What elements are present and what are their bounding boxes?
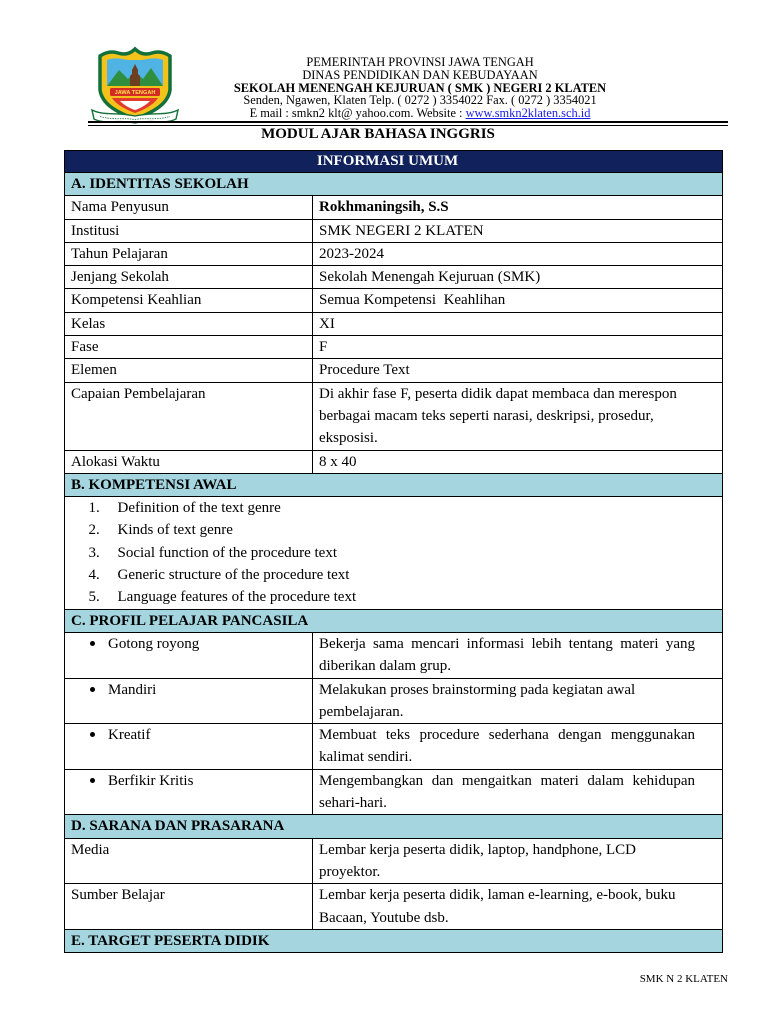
kompetensi-awal-list: [65, 497, 723, 609]
field-label: Capaian Pembelajaran: [65, 382, 313, 450]
list-item-text: Generic structure of the procedure text: [117, 567, 350, 584]
section-heading-profil-pancasila: C. PROFIL PELAJAR PANCASILA: [65, 609, 723, 632]
field-label: Nama Penyusun: [65, 196, 313, 219]
list-item-number: 3.: [88, 544, 100, 561]
profil-description: Mengembangkan dan mengaitkan materi dalam kehidupan sehari-hari.: [313, 769, 723, 815]
list-item-text: Social function of the procedure text: [117, 544, 338, 561]
profil-description: Membuat teks procedure sederhana dengan menggunakan kalimat sendiri.: [313, 724, 723, 770]
general-info-table: [64, 150, 723, 953]
table-row: [65, 838, 723, 884]
field-value: 8 x 40: [313, 450, 723, 473]
profil-description: Melakukan proses brainstorming pada kegiatan awal pembelajaran.: [313, 678, 723, 724]
list-item: [71, 542, 716, 564]
section-row: [65, 473, 723, 496]
field-value: F: [313, 336, 723, 359]
field-label: Tahun Pelajaran: [65, 242, 313, 265]
table-row: [65, 196, 723, 219]
profil-label-cell: [65, 632, 313, 678]
bullet-icon: [90, 732, 95, 737]
letterhead-department: DINAS PENDIDIKAN DAN KEBUDAYAAN: [302, 67, 538, 82]
list-item-text: Language features of the procedure text: [117, 589, 357, 606]
table-row: [65, 769, 723, 815]
field-value: Sekolah Menengah Kejuruan (SMK): [313, 266, 723, 289]
table-row: [65, 450, 723, 473]
field-value: SMK NEGERI 2 KLATEN: [313, 219, 723, 242]
field-value: Semua Kompetensi Keahlihan: [313, 289, 723, 312]
field-value: Lembar kerja peserta didik, laptop, handphone, LCD proyektor.: [313, 838, 723, 884]
field-label: Fase: [65, 336, 313, 359]
section-heading-kompetensi-awal: B. KOMPETENSI AWAL: [65, 473, 723, 496]
section-heading-identitas: A. IDENTITAS SEKOLAH: [65, 173, 723, 196]
field-value: Di akhir fase F, peserta didik dapat membaca dan merespon berbagai macam teks seperti narasi, deskripsi, prosedur, eksposisi.: [313, 382, 723, 450]
field-value: 2023-2024: [313, 242, 723, 265]
letterhead-text: [190, 56, 650, 120]
website-link[interactable]: www.smkn2klaten.sch.id: [465, 106, 591, 121]
table-row: [65, 289, 723, 312]
list-item-text: Kinds of text genre: [117, 522, 233, 539]
profil-label: Berfikir Kritis: [108, 772, 194, 789]
list-item-number: 1.: [88, 500, 100, 517]
profil-label-cell: [65, 724, 313, 770]
profil-label: Mandiri: [108, 681, 157, 698]
page-footer: SMK N 2 KLATEN: [639, 973, 728, 985]
letterhead-address: Senden, Ngawen, Klaten Telp. ( 0272 ) 3354022 Fax. ( 0272 ) 3354021: [243, 93, 597, 108]
field-label: Jenjang Sekolah: [65, 266, 313, 289]
field-value: Procedure Text: [313, 359, 723, 382]
list-item: [71, 497, 716, 519]
field-value: XI: [313, 312, 723, 335]
letterhead-divider-thick: [88, 121, 728, 123]
section-row: [65, 929, 723, 952]
field-value: Rokhmaningsih, S.S: [313, 196, 723, 219]
list-item-number: 5.: [88, 589, 100, 606]
table-header-row: [65, 151, 723, 173]
table-row: [65, 497, 723, 609]
table-header: INFORMASI UMUM: [65, 151, 723, 173]
list-item: [71, 564, 716, 586]
letterhead-government: PEMERINTAH PROVINSI JAWA TENGAH: [306, 55, 534, 69]
profil-description: Bekerja sama mencari informasi lebih tentang materi yang diberikan dalam grup.: [313, 632, 723, 678]
section-heading-sarana-prasarana: D. SARANA DAN PRASARANA: [65, 815, 723, 838]
field-value: Lembar kerja peserta didik, laman e-learning, e-book, buku Bacaan, Youtube dsb.: [313, 884, 723, 930]
letterhead-contact: [190, 107, 650, 120]
table-row: [65, 219, 723, 242]
document-title: MODUL AJAR BAHASA INGGRIS: [261, 126, 495, 142]
field-label: Sumber Belajar: [65, 884, 313, 930]
table-row: [65, 359, 723, 382]
field-label: Elemen: [65, 359, 313, 382]
section-row: [65, 609, 723, 632]
list-item: [71, 519, 716, 541]
section-row: [65, 173, 723, 196]
section-row: [65, 815, 723, 838]
field-label: Institusi: [65, 219, 313, 242]
table-row: [65, 312, 723, 335]
table-row: [65, 884, 723, 930]
central-java-seal-logo: [90, 46, 180, 126]
letterhead-email: E mail : smkn2 klt@ yahoo.com. Website :: [249, 106, 466, 121]
letterhead-school-name: SEKOLAH MENENGAH KEJURUAN ( SMK ) NEGERI 2 KLATEN: [233, 80, 607, 95]
seal-scroll-text: JAWA TENGAH: [114, 90, 156, 97]
table-row: [65, 724, 723, 770]
profil-label: Kreatif: [108, 727, 151, 744]
profil-label-cell: [65, 678, 313, 724]
table-row: [65, 678, 723, 724]
list-item-text: Definition of the text genre: [117, 500, 281, 517]
bullet-icon: [90, 687, 95, 692]
profil-label: Gotong royong: [108, 635, 200, 652]
table-row: [65, 242, 723, 265]
bullet-icon: [90, 641, 95, 646]
list-item: [71, 586, 716, 608]
field-label: Kompetensi Keahlian: [65, 289, 313, 312]
table-row: [65, 382, 723, 450]
profil-label-cell: [65, 769, 313, 815]
bullet-icon: [90, 778, 95, 783]
field-label: Media: [65, 838, 313, 884]
list-item-number: 4.: [88, 567, 100, 584]
field-label: Kelas: [65, 312, 313, 335]
list-item-number: 2.: [88, 522, 100, 539]
table-row: [65, 336, 723, 359]
table-row: [65, 266, 723, 289]
field-label: Alokasi Waktu: [65, 450, 313, 473]
section-heading-target-peserta-didik: E. TARGET PESERTA DIDIK: [65, 929, 723, 952]
table-row: [65, 632, 723, 678]
